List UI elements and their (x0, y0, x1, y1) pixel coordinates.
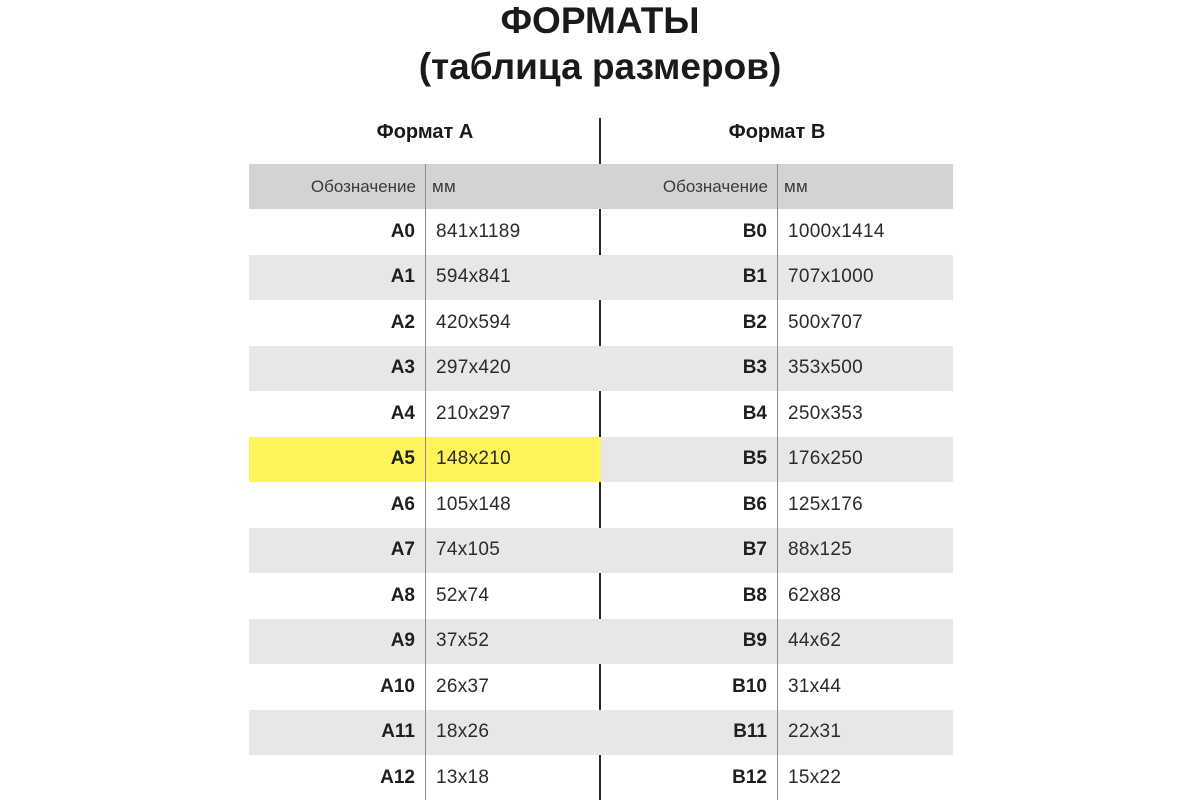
format-code: B2 (742, 311, 767, 333)
format-code: A5 (390, 448, 415, 470)
format-code: A12 (380, 766, 415, 788)
format-size-mm: 105x148 (436, 493, 512, 515)
format-code: B12 (732, 766, 767, 788)
format-code: A0 (390, 220, 415, 242)
format-code: B8 (742, 584, 767, 606)
format-size-mm: 500x707 (788, 311, 864, 333)
format-size-mm: 148x210 (436, 448, 512, 470)
format-size-mm: 250x353 (788, 402, 864, 424)
format-code: B7 (742, 539, 767, 561)
format-code: A7 (390, 539, 415, 561)
format-size-mm: 707x1000 (788, 266, 874, 288)
format-size-mm: 353x500 (788, 357, 864, 379)
format-size-mm: 210x297 (436, 402, 512, 424)
header-code: Обозначение (310, 176, 416, 196)
format-code: A6 (390, 493, 415, 515)
format-size-mm: 18x26 (436, 721, 490, 743)
format-size-mm: 44x62 (788, 630, 842, 652)
format-size-mm: 31x44 (788, 675, 842, 697)
format-size-mm: 26x37 (436, 675, 490, 697)
format-code: B1 (742, 266, 767, 288)
format-code: A3 (390, 357, 415, 379)
header-size: мм (432, 176, 456, 196)
format-size-mm: 420x594 (436, 311, 512, 333)
format-code: B0 (742, 220, 767, 242)
format-code: A10 (380, 675, 415, 697)
format-code: B3 (742, 357, 767, 379)
page-title: ФОРМАТЫ (500, 0, 700, 41)
format-code: B4 (742, 402, 767, 424)
format-size-mm: 22x31 (788, 721, 842, 743)
format-code: B6 (742, 493, 767, 515)
format-size-mm: 15x22 (788, 766, 842, 788)
column-divider (425, 164, 426, 800)
format-b-heading: Формат В (728, 121, 826, 143)
format-a-heading: Формат А (376, 121, 474, 143)
format-size-mm: 841x1189 (436, 220, 521, 242)
format-code: B10 (732, 675, 767, 697)
format-size-mm: 594x841 (436, 266, 512, 288)
format-size-mm: 52x74 (436, 584, 490, 606)
column-divider (777, 164, 778, 800)
format-code: A8 (390, 584, 415, 606)
format-size-mm: 1000x1414 (788, 220, 885, 242)
page-subtitle: (таблица размеров) (418, 46, 782, 87)
format-code: B5 (742, 448, 767, 470)
header-code: Обозначение (662, 176, 768, 196)
format-code: A2 (390, 311, 415, 333)
format-size-mm: 88x125 (788, 539, 853, 561)
header-size: мм (784, 176, 808, 196)
format-size-mm: 125x176 (788, 493, 864, 515)
format-code: A4 (390, 402, 415, 424)
format-size-mm: 13x18 (436, 766, 490, 788)
format-code: A11 (381, 721, 415, 743)
format-size-mm: 176x250 (788, 448, 864, 470)
format-size-mm: 297x420 (436, 357, 512, 379)
format-code: B9 (742, 630, 767, 652)
format-size-mm: 74x105 (436, 539, 501, 561)
format-size-mm: 37x52 (436, 630, 490, 652)
format-size-mm: 62x88 (788, 584, 842, 606)
format-code: A1 (390, 266, 415, 288)
format-code: B11 (733, 721, 767, 743)
format-code: A9 (390, 630, 415, 652)
